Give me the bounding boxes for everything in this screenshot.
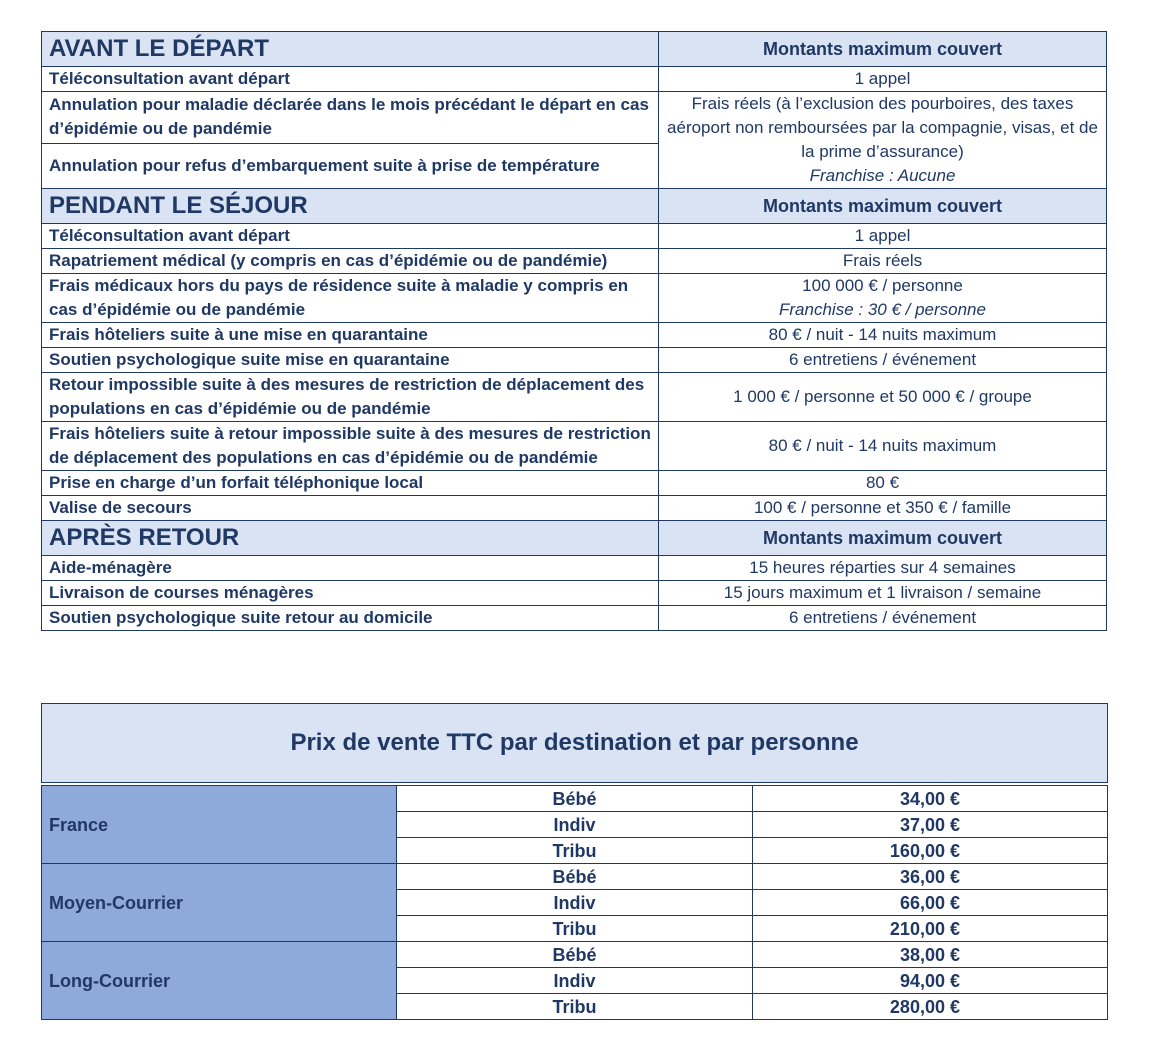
category-label: Bébé	[397, 864, 752, 890]
price-value: 34,00 €	[752, 786, 1107, 812]
row-label: Annulation pour maladie déclarée dans le mois précédant le départ en cas d’épidémie ou de pandémie	[42, 92, 659, 144]
row-label: Prise en charge d’un forfait téléphonique local	[42, 471, 659, 496]
amount-column-header: Montants maximum couvert	[659, 521, 1107, 556]
row-label: Frais hôteliers suite à retour impossible suite à des mesures de restriction de déplacement des populations en cas d’épidémie ou de pandémie	[42, 422, 659, 471]
price-value: 36,00 €	[752, 864, 1107, 890]
table-row	[42, 581, 1107, 606]
row-value: 1 appel	[659, 67, 1107, 92]
row-value: 6 entretiens / événement	[659, 606, 1107, 631]
row-value: 15 heures réparties sur 4 semaines	[659, 556, 1107, 581]
pricing-table	[41, 703, 1108, 1020]
category-label: Bébé	[397, 786, 752, 812]
row-value: 80 € / nuit - 14 nuits maximum	[659, 323, 1107, 348]
row-value-note: Franchise : Aucune	[809, 166, 956, 185]
row-label: Téléconsultation avant départ	[42, 67, 659, 92]
row-label: Valise de secours	[42, 496, 659, 521]
category-label: Indiv	[397, 890, 752, 916]
price-value: 160,00 €	[752, 838, 1107, 864]
row-value: 15 jours maximum et 1 livraison / semaine	[659, 581, 1107, 606]
section-header-pendant-sejour	[42, 189, 1107, 224]
price-row	[42, 942, 1108, 968]
row-label: Frais hôteliers suite à une mise en quarantaine	[42, 323, 659, 348]
table-row	[42, 471, 1107, 496]
row-value: 6 entretiens / événement	[659, 348, 1107, 373]
table-row	[42, 496, 1107, 521]
row-value-text: 100 000 € / personne	[802, 276, 963, 295]
section-title: APRÈS RETOUR	[42, 521, 659, 556]
table-row	[42, 274, 1107, 323]
destination-label: France	[42, 786, 397, 864]
table-row	[42, 323, 1107, 348]
destination-label: Long-Courrier	[42, 942, 397, 1020]
section-header-apres-retour	[42, 521, 1107, 556]
section-title: PENDANT LE SÉJOUR	[42, 189, 659, 224]
row-value: 1 appel	[659, 224, 1107, 249]
price-value: 38,00 €	[752, 942, 1107, 968]
table-row	[42, 224, 1107, 249]
table-row	[42, 249, 1107, 274]
destination-label: Moyen-Courrier	[42, 864, 397, 942]
category-label: Tribu	[397, 838, 752, 864]
table-row	[42, 606, 1107, 631]
section-header-avant-depart	[42, 32, 1107, 67]
category-label: Indiv	[397, 812, 752, 838]
row-label: Soutien psychologique suite mise en quarantaine	[42, 348, 659, 373]
table-row	[42, 348, 1107, 373]
row-value: 100 € / personne et 350 € / famille	[659, 496, 1107, 521]
row-value: 80 €	[659, 471, 1107, 496]
amount-column-header: Montants maximum couvert	[659, 189, 1107, 224]
price-row	[42, 786, 1108, 812]
row-value	[659, 92, 1107, 189]
pricing-header-row	[42, 704, 1108, 783]
category-label: Indiv	[397, 968, 752, 994]
table-row	[42, 556, 1107, 581]
row-value	[659, 274, 1107, 323]
row-label: Rapatriement médical (y compris en cas d’épidémie ou de pandémie)	[42, 249, 659, 274]
row-label: Annulation pour refus d’embarquement suite à prise de température	[42, 143, 659, 188]
price-value: 94,00 €	[752, 968, 1107, 994]
price-row	[42, 864, 1108, 890]
table-row	[42, 92, 1107, 144]
coverage-table	[41, 31, 1107, 631]
row-value: Frais réels	[659, 249, 1107, 274]
row-value: 80 € / nuit - 14 nuits maximum	[659, 422, 1107, 471]
price-value: 210,00 €	[752, 916, 1107, 942]
row-label: Frais médicaux hors du pays de résidence suite à maladie y compris en cas d’épidémie ou de pandémie	[42, 274, 659, 323]
row-label: Livraison de courses ménagères	[42, 581, 659, 606]
section-title: AVANT LE DÉPART	[42, 32, 659, 67]
table-row	[42, 422, 1107, 471]
category-label: Tribu	[397, 994, 752, 1020]
row-label: Retour impossible suite à des mesures de restriction de déplacement des populations en cas d’épidémie ou de pandémie	[42, 373, 659, 422]
price-value: 280,00 €	[752, 994, 1107, 1020]
table-row	[42, 373, 1107, 422]
row-value: 1 000 € / personne et 50 000 € / groupe	[659, 373, 1107, 422]
category-label: Bébé	[397, 942, 752, 968]
category-label: Tribu	[397, 916, 752, 942]
pricing-title: Prix de vente TTC par destination et par personne	[42, 704, 1108, 783]
price-value: 37,00 €	[752, 812, 1107, 838]
row-value-text: Frais réels (à l’exclusion des pourboires, des taxes aéroport non remboursées par la compagnie, visas, et de la prime d’assurance)	[667, 94, 1098, 161]
amount-column-header: Montants maximum couvert	[659, 32, 1107, 67]
table-row	[42, 67, 1107, 92]
row-label: Téléconsultation avant départ	[42, 224, 659, 249]
row-label: Soutien psychologique suite retour au domicile	[42, 606, 659, 631]
row-label: Aide-ménagère	[42, 556, 659, 581]
price-value: 66,00 €	[752, 890, 1107, 916]
row-value-note: Franchise : 30 € / personne	[779, 300, 986, 319]
